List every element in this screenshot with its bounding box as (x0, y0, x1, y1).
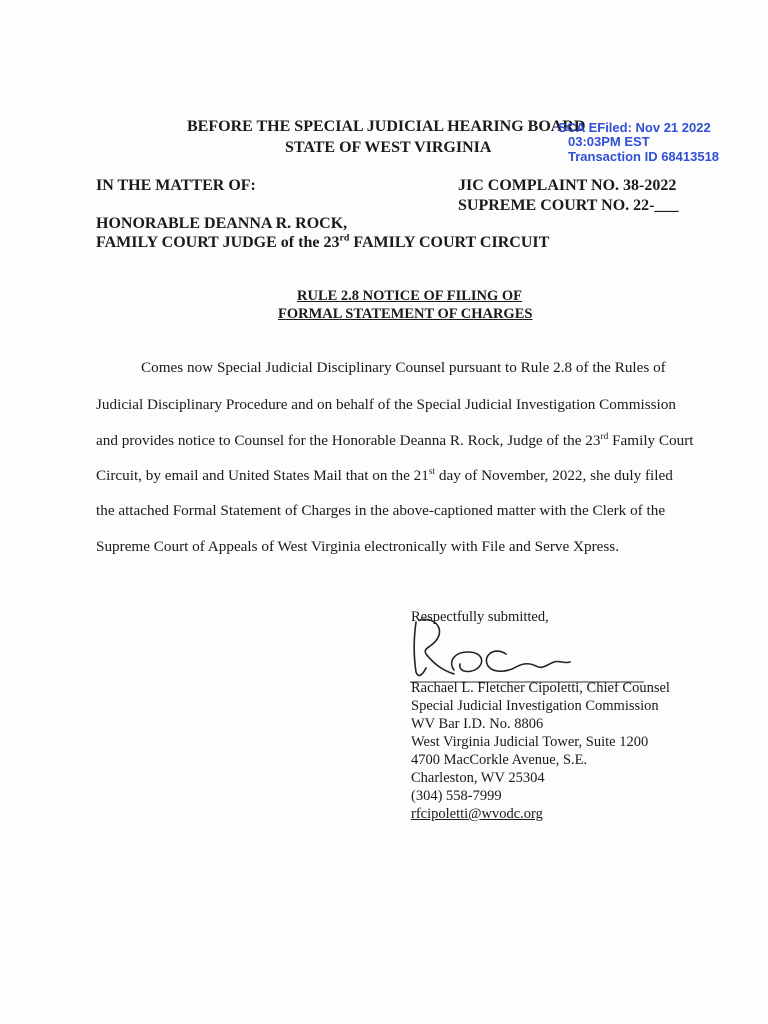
signer-organization: Special Judicial Investigation Commission (411, 698, 659, 714)
signer-address-line1: West Virginia Judicial Tower, Suite 1200 (411, 734, 649, 750)
efile-stamp-line1: SCA EFiled: Nov 21 2022 (558, 120, 711, 135)
body-line-5: the attached Formal Statement of Charges in the above-captioned matter with the Clerk of the (96, 502, 666, 519)
body-line-3 (96, 432, 694, 450)
court-header-line1: BEFORE THE SPECIAL JUDICIAL HEARING BOARD (187, 118, 586, 135)
efile-stamp-line2: 03:03PM EST (568, 134, 650, 149)
jic-complaint-number: JIC COMPLAINT NO. 38-2022 (458, 177, 677, 194)
signer-phone: (304) 558-7999 (411, 788, 502, 804)
signer-email-link[interactable]: rfcipoletti@wvodc.org (411, 806, 543, 822)
respondent-title-text-end: FAMILY COURT CIRCUIT (349, 234, 550, 251)
body-line-4 (96, 467, 673, 485)
signer-bar-number: WV Bar I.D. No. 8806 (411, 716, 544, 732)
body-line-2: Judicial Disciplinary Procedure and on behalf of the Special Judicial Investigation Commission (96, 396, 676, 413)
body-line-4-sup: st (428, 466, 436, 477)
closing-line: Respectfully submitted, (411, 609, 549, 625)
court-header-line2: STATE OF WEST VIRGINIA (285, 139, 492, 156)
supreme-court-number (458, 197, 678, 215)
respondent-title-sup: rd (339, 232, 350, 244)
body-line-4-text: Circuit, by email and United States Mail that on the 21 (96, 467, 429, 484)
signer-name-title: Rachael L. Fletcher Cipoletti, Chief Counsel (411, 680, 670, 696)
notice-title-line1: RULE 2.8 NOTICE OF FILING OF (297, 288, 523, 304)
body-line-3-text: and provides notice to Counsel for the Honorable Deanna R. Rock, Judge of the 23 (96, 432, 601, 449)
body-line-1: Comes now Special Judicial Disciplinary Counsel pursuant to Rule 2.8 of the Rules of (141, 359, 666, 376)
body-line-4-text-end: day of November, 2022, she duly filed (435, 467, 673, 484)
signer-address-line2: 4700 MacCorkle Avenue, S.E. (411, 752, 588, 768)
signer-address-line3: Charleston, WV 25304 (411, 770, 545, 786)
supreme-court-number-blank: ___ (654, 197, 679, 214)
respondent-name: HONORABLE DEANNA R. ROCK, (96, 215, 348, 232)
efile-stamp-line3: Transaction ID 68413518 (568, 149, 720, 164)
body-line-6: Supreme Court of Appeals of West Virginia electronically with File and Serve Xpress. (96, 538, 619, 555)
respondent-title-text: FAMILY COURT JUDGE of the 23 (96, 234, 340, 251)
respondent-title (96, 234, 549, 252)
body-line-3-text-end: Family Court (608, 432, 694, 449)
matter-label: IN THE MATTER OF: (96, 177, 256, 194)
supreme-court-number-prefix: SUPREME COURT NO. 22- (458, 197, 655, 214)
notice-title-line2: FORMAL STATEMENT OF CHARGES (278, 306, 533, 322)
body-line-3-sup: rd (600, 431, 609, 442)
